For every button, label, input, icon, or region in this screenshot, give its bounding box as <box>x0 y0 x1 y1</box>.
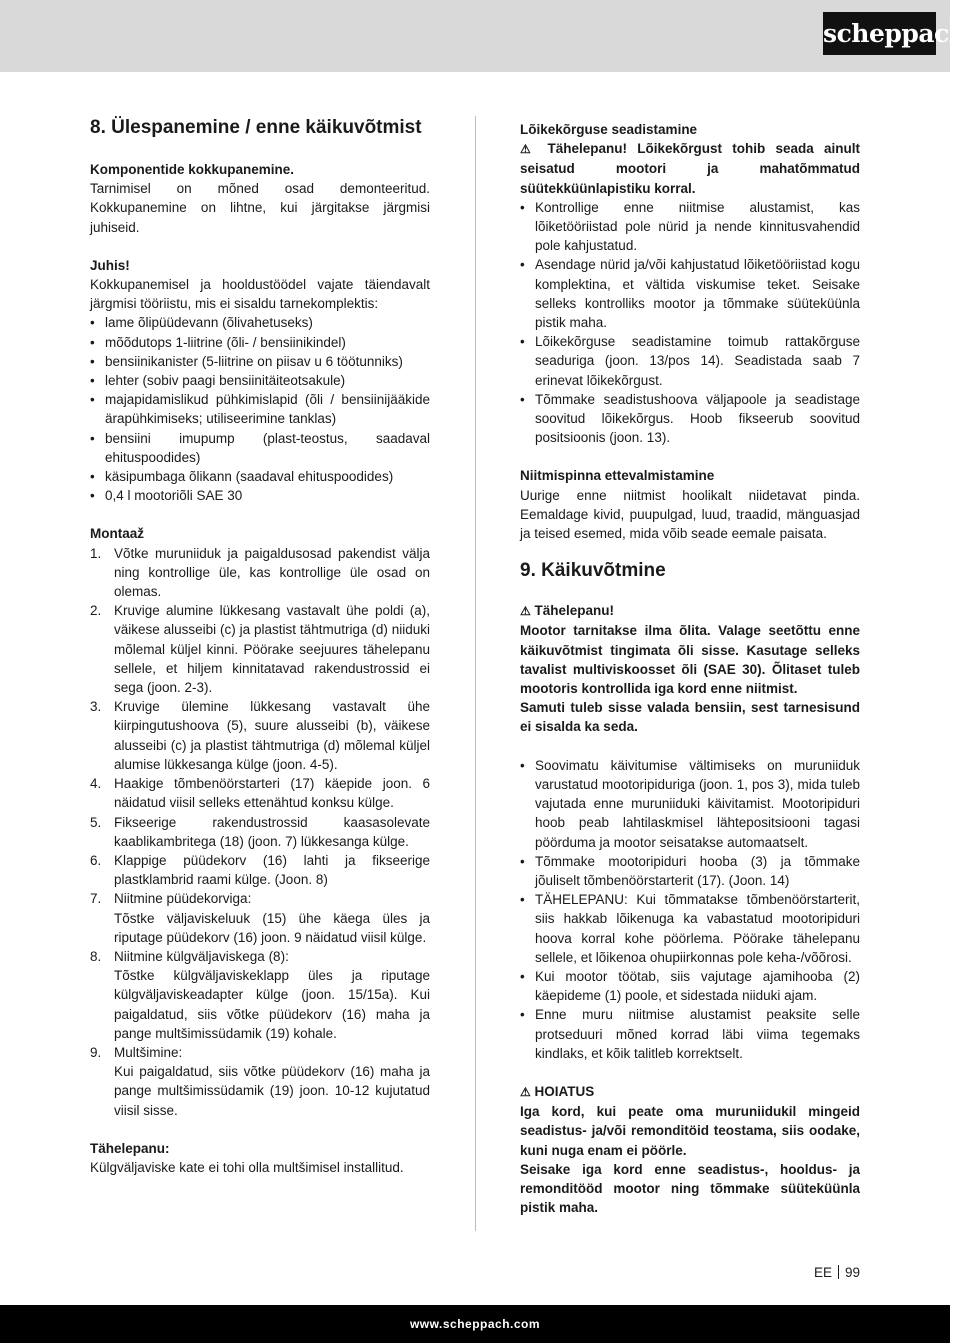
warning-icon: ⚠ <box>520 142 538 157</box>
step-text: Tõstke väljaviskeluuk (15) ühe käega üles ja riputage püüdekorv (16) joon. 9 näidatud viisil külge. <box>114 910 430 945</box>
list-item: • lame õlipüüdevann (õlivahetuseks) <box>90 313 430 332</box>
step-text: Niitmine püüdekorviga: <box>114 891 252 907</box>
list-item: • Enne muru niitmise alustamist peaksite selle protseduuri mõned korrad läbi viima tegemaks kindlaks, et kõik talitleb korrektselt. <box>520 1005 860 1063</box>
step-text: Tõstke külgväljaviskeklapp üles ja riputage külgväljaviskeadapter külge (joon. 15/15a). Kui paigaldatud, siis võtke püüdekorv (16) maha ja pange multšimissüdamik (19) kohale. <box>114 968 430 1041</box>
cut-list <box>520 198 860 448</box>
start-list <box>520 756 860 1063</box>
header-bar <box>0 0 950 72</box>
warning-icon: ⚠ <box>520 604 531 619</box>
cut-warning: Tähelepanu! Lõikekõrgust tohib seada ainult seisatud mootori ja mahatõmmatud süütekküünlapistiku korral. <box>520 141 860 196</box>
danger-text: Iga kord, kui peate oma muruniidukil mingeid seadistus- ja/või remonditöid teostama, siis oodake, kuni nuga enam ei pöörle. <box>520 1104 860 1158</box>
list-item: • Asendage nürid ja/või kahjustatud lõiketööriistad kogu komplektina, et vältida viskumise teket. Seisake selleks kontrolliks mootor ja tõmmake süüteküünla pistik maha. <box>520 255 860 332</box>
step-text: Niitmine külgväljaviskega (8): <box>114 948 289 964</box>
step-item <box>90 889 430 947</box>
step-item <box>90 697 430 774</box>
step-number: 8. <box>90 948 102 964</box>
start-warning-text: Mootor tarnitakse ilma õlita. Valage seetõttu enne käikuvõtmist tingimata õli sisse. Kasutage selleks tavalist multiviskoosset õli (SAE 30). Õlitaset tuleb mootoris kontrollida iga kord enne niitmist. <box>520 623 860 697</box>
surface-heading: Niitmispinna ettevalmistamine <box>520 468 715 484</box>
list-item: • Lõikekõrguse seadistamine toimub rattakõrguse seaduriga (joon. 13/pos 14). Seadistada saab 7 erinevat lõikekõrgust. <box>520 332 860 390</box>
step-text: Kruvige ülemine lükkesang vastavalt ühe kiirpingutushoova (5), suure alusseibi (b), väikese alusseibi (c) ja plastist tähtmutriga (d) mõlemal küljel alumise lükkesanga külge (joon. 4-5). <box>114 699 430 772</box>
step-number: 5. <box>90 814 102 830</box>
start-warning-heading: Tähelepanu! <box>534 603 615 619</box>
list-item: • majapidamislikud pühkimislapid (õli / bensiinijääkide ärapühkimiseks; utiliseerimine tanklas) <box>90 390 430 428</box>
list-item: • Kontrollige enne niitmise alustamist, kas lõiketööriistad pole nürid ja nende kinnitusvahendid pole kahjustatud. <box>520 198 860 256</box>
step-text: Haakige tõmbenöörstarteri (17) käepide joon. 6 näidatud viisil selleks ettenähtud konksu külge. <box>114 776 430 811</box>
list-item: • bensiini imupump (plast-teostus, saadaval ehituspoodides) <box>90 429 430 467</box>
list-item: • Kui mootor töötab, siis vajutage ajamihooba (2) käepideme (1) poole, et sidestada niiduki ajam. <box>520 967 860 1005</box>
language-code: EE <box>813 1265 832 1280</box>
list-item: • 0,4 l mootoriõli SAE 30 <box>90 486 430 505</box>
page-number <box>814 1265 860 1280</box>
step-number: 3. <box>90 699 102 715</box>
step-item <box>90 544 430 602</box>
note-heading: Juhis! <box>90 257 130 273</box>
footer-bar <box>0 1305 950 1343</box>
left-column <box>90 116 430 1177</box>
step-number: 2. <box>90 603 102 619</box>
cut-height-heading: Lõikekõrguse seadistamine <box>520 122 698 137</box>
step-item <box>90 774 430 812</box>
assembly-text: Tarnimisel on mõned osad demonteeritud. Kokkupanemine on lihtne, kui järgitakse järgmisi juhiseid. <box>90 181 430 235</box>
danger-heading: HOIATUS <box>534 1083 595 1099</box>
step-text: Klappige püüdekorv (16) lahti ja fikseerige plastklambrid raami külge. (Joon. 8) <box>114 852 430 888</box>
surface-text: Uurige enne niitmist hoolikalt niidetavat pinda. Eemaldage kivid, puupulgad, luud, traadid, mänguasjad ja teised esemed, mida võib seade eemale paisata. <box>520 487 860 542</box>
list-item: • bensiinikanister (5-liitrine on piisav u 6 töötunniks) <box>90 352 430 371</box>
step-number: 7. <box>90 891 102 907</box>
list-item: • Tõmmake mootoripiduri hooba (3) ja tõmmake jõuliselt tõmbenöörstarterit (17). (Joon. 14) <box>520 852 860 890</box>
warning-icon: ⚠ <box>520 1084 531 1099</box>
website-url[interactable]: www.scheppach.com <box>409 1317 541 1331</box>
step-number: 9. <box>90 1044 102 1060</box>
note-text: Kokkupanemisel ja hooldustöödel vajate täiendavalt järgmisi tööriistu, mis ei sisaldu tarnekomplektis: <box>90 277 430 312</box>
section-9-title: 9. Käikuvõtmine <box>520 560 666 582</box>
step-item <box>90 851 430 889</box>
assembly-heading: Komponentide kokkupanemine. <box>90 162 295 177</box>
start-warning-text2: Samuti tuleb sisse valada bensiin, sest tarnesisund ei sisalda ka seda. <box>520 700 860 735</box>
step-text: Multšimine: <box>114 1044 183 1060</box>
caution-heading: Tähelepanu: <box>90 1140 170 1156</box>
step-text: Kruvige alumine lükkesang vastavalt ühe poldi (a), väikese alusseibi (c) ja plastist tähtmutriga (d) niiduki mõlemal küljel kinni. Pöörake seejuures tähelepanu sellele, et hiljem kinnitatavad rakendustrossid ei sega (joon. 2-3). <box>114 603 430 696</box>
step-item <box>90 1043 430 1120</box>
step-number: 6. <box>90 852 102 868</box>
step-item <box>90 947 430 1043</box>
list-item: • käsipumbaga õlikann (saadaval ehituspoodides) <box>90 467 430 486</box>
danger-text2: Seisake iga kord enne seadistus-, hooldus- ja remonditööd mootor ning tõmmake süüteküünla pistik maha. <box>520 1161 860 1216</box>
list-item: • lehter (sobiv paagi bensiinitäiteotsakule) <box>90 371 430 390</box>
montage-steps <box>90 544 430 1120</box>
column-divider <box>475 116 476 1231</box>
step-item <box>90 813 430 851</box>
step-text: Fikseerige rakendustrossid kaasasolevate kaablikambritega (18) (joon. 7) lükkesanga külge. <box>114 814 430 849</box>
step-item <box>90 601 430 697</box>
section-8-title: 8. Ülespanemine / enne käikuvõtmist <box>90 117 422 138</box>
list-item: • mõõdutops 1-liitrine (õli- / bensiinikindel) <box>90 333 430 352</box>
separator <box>838 1265 839 1279</box>
caution-text: Külgväljaviske kate ei tohi olla multšimisel installitud. <box>90 1159 404 1175</box>
tools-list <box>90 313 430 505</box>
list-item: • Soovimatu käivitumise vältimiseks on muruniiduk varustatud mootoripiduriga (joon. 1, pos 3), mida tuleb vajutada enne muruniiduki käivitamist. Mootoripiduri hoob peab lahtilaskmisel lähtepositsiooni tagasi pöörduma ja mootor seisatakse automaatselt. <box>520 756 860 852</box>
step-number: 1. <box>90 545 102 561</box>
step-number: 4. <box>90 776 102 792</box>
step-text: Kui paigaldatud, siis võtke püüdekorv (16) maha ja pange multšimissüdamik (19) joon. 10-12 kujutatud viisil sisse. <box>114 1064 430 1118</box>
step-text: Võtke muruniiduk ja paigaldusosad pakendist välja ning kontrollige üle, kas kontrollige üle osad on olemas. <box>114 545 430 600</box>
montage-heading: Montaaž <box>90 526 144 542</box>
list-item: • Tõmmake seadistushoova väljapoole ja seadistage soovitud lõikekõrgus. Hoob fikseerub soovitud positsioonis (joon. 13). <box>520 390 860 448</box>
list-item: • TÄHELEPANU: Kui tõmmatakse tõmbenöörstarterit, siis hakkab lõikenuga ka vabastatud mootoripiduri hoova korral kohe pöörlema. Pöörake tähelepanu sellele, et lõikenoa ohupiirkonnas pole keha-/võõrosi. <box>520 890 860 967</box>
right-column <box>520 120 860 1217</box>
brand-logo: scheppach <box>823 12 936 55</box>
page-number-value: 99 <box>844 1265 860 1280</box>
